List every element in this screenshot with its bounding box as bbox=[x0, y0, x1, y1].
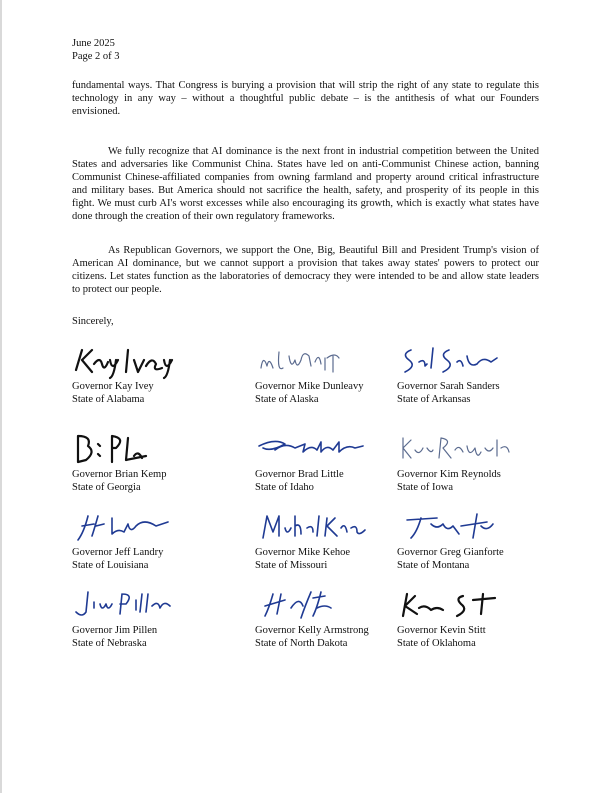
signatory-name: Governor Mike Dunleavy bbox=[255, 381, 364, 392]
signatory-state: State of Alaska bbox=[255, 394, 319, 405]
signatory-name: Governor Jeff Landry bbox=[72, 547, 164, 558]
signatory-state: State of North Dakota bbox=[255, 638, 348, 649]
handwritten-signature bbox=[255, 342, 395, 380]
paragraph-1-text: fundamental ways. That Congress is burying a provision that will strip the right of any state to regulate this technology in any way – without a thoughtful public debate – is the antithesis of what our Founders envisioned. bbox=[72, 80, 539, 117]
handwritten-signature bbox=[255, 430, 395, 468]
letter-date: June 2025 bbox=[72, 38, 115, 49]
signatory-state: State of Nebraska bbox=[72, 638, 147, 649]
signatory-name: Governor Greg Gianforte bbox=[397, 547, 504, 558]
signatory-name: Governor Kay Ivey bbox=[72, 381, 154, 392]
signature-block-nebraska bbox=[72, 586, 242, 650]
signatory-name: Governor Brad Little bbox=[255, 469, 344, 480]
signatory-name: Governor Kelly Armstrong bbox=[255, 625, 369, 636]
signature-block-louisiana bbox=[72, 508, 242, 572]
handwritten-signature bbox=[72, 586, 212, 624]
signatory-state: State of Arkansas bbox=[397, 394, 471, 405]
paragraph-ai-dominance bbox=[72, 145, 539, 223]
page-header bbox=[72, 37, 120, 63]
handwritten-signature bbox=[397, 430, 537, 468]
signatory-name: Governor Brian Kemp bbox=[72, 469, 167, 480]
signatory-name: Governor Jim Pillen bbox=[72, 625, 158, 636]
handwritten-signature bbox=[72, 430, 212, 468]
signatory-state: State of Louisiana bbox=[72, 560, 149, 571]
signatory-state: State of Iowa bbox=[397, 482, 453, 493]
handwritten-signature bbox=[397, 508, 537, 546]
signatory-state: State of Idaho bbox=[255, 482, 314, 493]
handwritten-signature bbox=[255, 508, 395, 546]
paragraph-continuation bbox=[72, 79, 539, 118]
signature-block-arkansas bbox=[397, 342, 567, 406]
handwritten-signature bbox=[255, 586, 395, 624]
signatory-name: Governor Kim Reynolds bbox=[397, 469, 501, 480]
signature-block-georgia bbox=[72, 430, 242, 494]
paragraph-3-text: As Republican Governors, we support the One, Big, Beautiful Bill and President Trump's vision of American AI dominance, but we cannot support a provision that takes away states' powers to protect our citizens. Let states function as the laboratories of democracy they were intended to be and allow state leaders to protect our people. bbox=[72, 245, 539, 295]
signatory-state: State of Alabama bbox=[72, 394, 145, 405]
page-edge-shadow bbox=[0, 0, 2, 793]
signature-block-oklahoma bbox=[397, 586, 567, 650]
handwritten-signature bbox=[72, 508, 212, 546]
closing-salutation: Sincerely, bbox=[72, 316, 114, 327]
signatory-state: State of Oklahoma bbox=[397, 638, 476, 649]
handwritten-signature bbox=[397, 342, 537, 380]
signatory-state: State of Montana bbox=[397, 560, 470, 571]
handwritten-signature bbox=[72, 342, 212, 380]
paragraph-republican-governors bbox=[72, 244, 539, 296]
signature-block-iowa bbox=[397, 430, 567, 494]
signatory-state: State of Georgia bbox=[72, 482, 141, 493]
signatory-name: Governor Sarah Sanders bbox=[397, 381, 500, 392]
signatory-state: State of Missouri bbox=[255, 560, 328, 571]
handwritten-signature bbox=[397, 586, 537, 624]
signature-block-montana bbox=[397, 508, 567, 572]
signatory-name: Governor Kevin Stitt bbox=[397, 625, 486, 636]
signature-block-alabama bbox=[72, 342, 242, 406]
signatory-name: Governor Mike Kehoe bbox=[255, 547, 351, 558]
page-number: Page 2 of 3 bbox=[72, 51, 120, 62]
paragraph-2-text: We fully recognize that AI dominance is the next front in industrial competition between the United States and adversaries like Communist China. States have led on anti-Communist Chinese action, banning Communist Chinese-affiliated companies from owning farmland and property around critical infrastructure and military bases. But America should not sacrifice the health, safety, and prosperity of its people in this fight. We must curb AI's worst excesses while also encouraging its growth, which is exactly what states have done through the creation of their own regulatory frameworks. bbox=[72, 146, 539, 222]
